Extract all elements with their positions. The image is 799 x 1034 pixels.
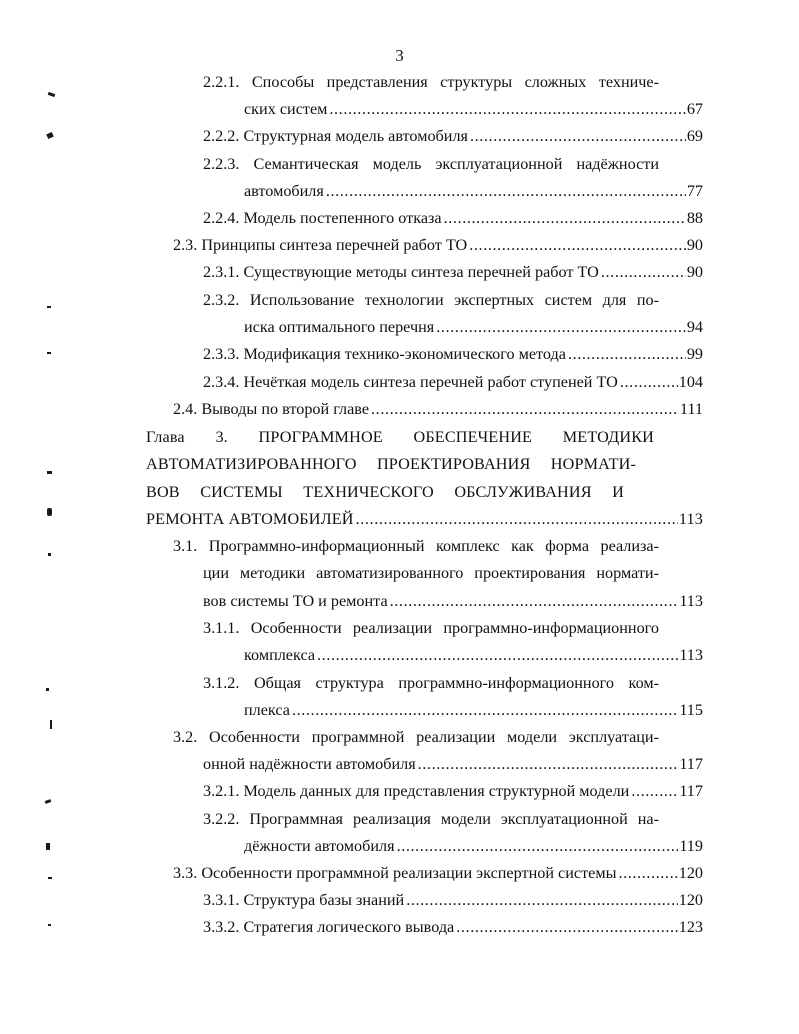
toc-page-number: 115: [679, 701, 703, 719]
toc-page-number: 119: [679, 837, 703, 855]
toc-entry-2-2-1-line-1: 2.2.1. Способы представления структуры сложных техниче-: [203, 73, 659, 91]
scan-mark: [47, 306, 51, 308]
toc-entry-3-1-1-line-2: [244, 644, 703, 666]
scan-mark: [48, 553, 51, 556]
toc-entry-3-1-2-line-2: [244, 699, 703, 721]
dot-leader: [568, 343, 686, 365]
toc-entry-text: 3.3. Особенности программной реализации экспертной системы: [173, 864, 617, 882]
dot-leader: [436, 316, 686, 338]
toc-entry-text: 3.2.1. Модель данных для представления структурной модели: [203, 782, 630, 800]
toc-entry-2-2-3-line-1: 2.2.3. Семантическая модель эксплуатационной надёжности: [203, 155, 659, 173]
dot-leader: [469, 234, 686, 256]
toc-page-number: 77: [686, 182, 703, 200]
toc-entry-3-1-line-1: 3.1. Программно-информационный комплекс как форма реализа-: [173, 537, 659, 555]
toc-page-number: 111: [679, 400, 703, 418]
toc-entry-3-3-2: [203, 916, 703, 938]
toc-entry-3-1-2-line-1: 3.1.2. Общая структура программно-информационного ком-: [203, 674, 659, 692]
toc-entry-2-3-3: [203, 343, 703, 365]
toc-entry-text: плекса: [244, 701, 290, 719]
toc-entry-text: 2.3. Принципы синтеза перечней работ ТО: [173, 236, 468, 254]
scan-mark: [47, 352, 51, 354]
dot-leader: [329, 98, 685, 120]
toc-page-number: 113: [679, 592, 703, 610]
dot-leader: [620, 371, 678, 393]
toc-entry-text: 2.2.2. Структурная модель автомобиля: [203, 127, 468, 145]
toc-entry-text: 2.2.4. Модель постепенного отказа: [203, 209, 442, 227]
toc-entry-2-2-4: [203, 207, 703, 229]
dot-leader: [631, 780, 678, 802]
toc-chapter-3-line-2: АВТОМАТИЗИРОВАННОГО ПРОЕКТИРОВАНИЯ НОРМАТИ-: [146, 455, 636, 473]
toc-page-number: 104: [678, 373, 703, 391]
toc-page-number: 120: [678, 864, 703, 882]
toc-chapter-3-line-3: ВОВ СИСТЕМЫ ТЕХНИЧЕСКОГО ОБСЛУЖИВАНИЯ И: [146, 483, 624, 501]
toc-entry-text: вов системы ТО и ремонта: [203, 592, 388, 610]
toc-entry-2-2-3-line-2: [244, 180, 703, 202]
toc-page-number: 123: [678, 918, 703, 936]
dot-leader: [326, 180, 686, 202]
toc-entry-3-1-1-line-1: 3.1.1. Особенности реализации программно-информационного: [203, 619, 659, 637]
dot-leader: [618, 862, 677, 884]
dot-leader: [444, 207, 686, 229]
toc-page-number: 90: [686, 236, 703, 254]
toc-entry-3-2-2-line-1: 3.2.2. Программная реализация модели эксплуатационной на-: [203, 810, 659, 828]
toc-entry-text: 2.3.3. Модификация технико-экономического метода: [203, 345, 566, 363]
dot-leader: [470, 125, 686, 147]
scan-mark: [46, 843, 50, 850]
toc-page-number: 94: [686, 318, 703, 336]
toc-entry-text: онной надёжности автомобиля: [203, 755, 416, 773]
toc-entry-2-4: [173, 398, 703, 420]
toc-page-number: 67: [686, 100, 703, 118]
toc-entry-text: 3.3.1. Структура базы знаний: [203, 891, 405, 909]
toc-page-number: 113: [678, 510, 703, 528]
scan-mark: [47, 471, 52, 474]
toc-entry-text: 2.3.4. Нечёткая модель синтеза перечней работ ступеней ТО: [203, 373, 618, 391]
toc-entry-text: дёжности автомобиля: [244, 837, 395, 855]
dot-leader: [397, 835, 679, 857]
toc-entry-3-2-line-2: [203, 753, 703, 775]
toc-entry-2-3-2-line-2: [244, 316, 703, 338]
dot-leader: [601, 261, 686, 283]
toc-entry-text: ских систем: [244, 100, 328, 118]
scan-mark: [48, 877, 52, 879]
toc-entry-text: иска оптимального перечня: [244, 318, 435, 336]
toc-page-number: 99: [686, 345, 703, 363]
toc-entry-text: РЕМОНТА АВТОМОБИЛЕЙ: [146, 510, 354, 528]
toc-page-number: 90: [686, 263, 703, 281]
toc-entry-2-3-1: [203, 261, 703, 283]
toc-entry-text: комплекса: [244, 646, 316, 664]
dot-leader: [456, 916, 677, 938]
toc-entry-2-3: [173, 234, 703, 256]
toc-entry-text: автомобиля: [244, 182, 324, 200]
toc-page-number: 69: [686, 127, 703, 145]
toc-entry-2-2-2: [203, 125, 703, 147]
toc-entry-3-3: [173, 862, 703, 884]
dot-leader: [292, 699, 678, 721]
toc-page-number: 117: [679, 755, 703, 773]
scan-mark: [45, 799, 52, 804]
toc-entry-2-3-4: [203, 371, 703, 393]
dot-leader: [418, 753, 679, 775]
toc-entry-text: 3.3.2. Стратегия логического вывода: [203, 918, 455, 936]
toc-entry-3-1-line-3: [203, 590, 703, 612]
toc-entry-3-2-2-line-2: [244, 835, 703, 857]
toc-entry-2-2-1-line-2: [244, 98, 703, 120]
toc-entry-text: 2.4. Выводы по второй главе: [173, 400, 370, 418]
toc-page-number: 117: [679, 782, 703, 800]
toc-chapter-3-line-1: Глава 3. ПРОГРАММНОЕ ОБЕСПЕЧЕНИЕ МЕТОДИКИ: [146, 428, 654, 446]
toc-entry-3-3-1: [203, 889, 703, 911]
dot-leader: [406, 889, 678, 911]
scan-mark: [48, 924, 51, 926]
toc-entry-3-2-1: [203, 780, 703, 802]
toc-entry-2-3-2-line-1: 2.3.2. Использование технологии экспертных систем для по-: [203, 291, 659, 309]
scan-mark: [46, 688, 49, 691]
scan-mark: [46, 132, 54, 139]
toc-chapter-3-line-4: [146, 508, 703, 530]
scan-mark: [50, 720, 52, 729]
toc-entry-3-2-line-1: 3.2. Особенности программной реализации модели эксплуатаци-: [173, 728, 659, 746]
page-number: 3: [395, 46, 404, 65]
dot-leader: [371, 398, 679, 420]
dot-leader: [317, 644, 678, 666]
scan-mark: [47, 508, 52, 516]
scan-mark: [48, 92, 56, 97]
toc-entry-3-1-line-2: ции методики автоматизированного проектирования нормати-: [203, 564, 659, 582]
toc-entry-text: 2.3.1. Существующие методы синтеза перечней работ ТО: [203, 263, 599, 281]
toc-page-number: 113: [679, 646, 703, 664]
toc-page-number: 120: [678, 891, 703, 909]
dot-leader: [390, 590, 679, 612]
dot-leader: [356, 508, 678, 530]
toc-page-number: 88: [686, 209, 703, 227]
